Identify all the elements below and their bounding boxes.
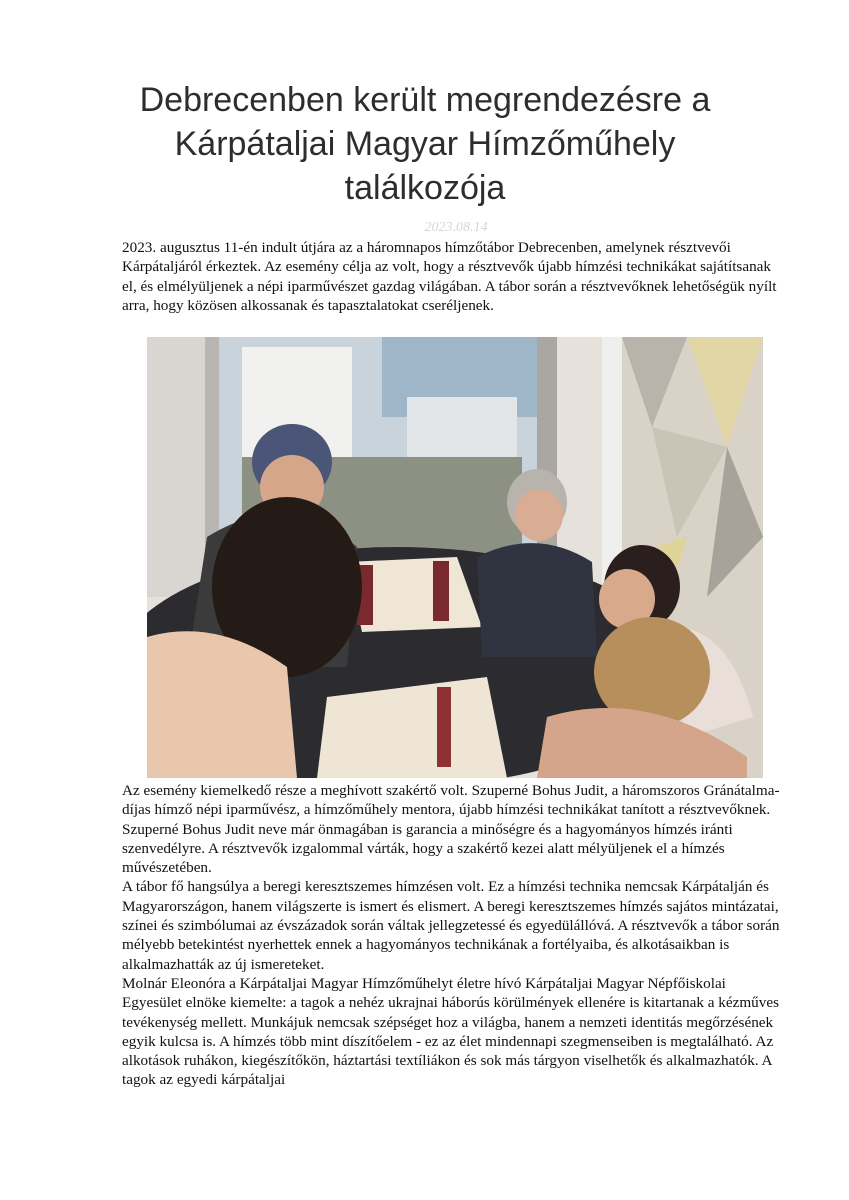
article-date: 2023.08.14: [424, 220, 488, 235]
article-photo: [147, 337, 763, 778]
intro-paragraph: 2023. augusztus 11-én indult útjára az a háromnapos hímzőtábor Debrecenben, amelynek résztvevői Kárpátaljáról érkeztek. Az esemény célja az volt, hogy a résztvevők újabb hímzési technikákat sajátítsanak el, és elmélyüljenek a népi iparművészet gazdag világában. A tábor során a résztvevőknek lehetőségük nyílt arra, hogy közösen alkossanak és tapasztalatokat cseréljenek.: [122, 239, 777, 314]
article-title: Debrecenben került megrendezésre a Kárpátaljai Magyar Hímzőműhely találkozója: [139, 81, 711, 207]
embroidery-workshop-illustration: [147, 337, 763, 778]
body-text: Az esemény kiemelkedő része a meghívott szakértő volt. Szuperné Bohus Judit, a háromszoros Gránátalma-díjas hímző népi iparművész, a hímzőműhely mentora, újabb hímzési technikákat tanított a résztvevőknek. Szuperné Bohus Judit neve már önmagában is garancia a minőségre és a hagyományos hímzés iránti szenvedélyre. A résztvevők izgalommal várták, hogy a szakértő kezei alatt mélyüljenek el a hímzés művészetében. A tábor fő hangsúlya a beregi keresztszemes hímzésen volt. Ez a hímzési technika nemcsak Kárpátalján és Magyarországon, hanem világszerte is ismert és elismert. A beregi keresztszemes hímzés sajátos mintázatai, színei és szimbólumai az évszázadok során váltak jellegzetessé és egyedülállóvá. A résztvevők a tábor során mélyebb betekintést nyerhettek ennek a hagyományos technikának a fortélyaiba, és alkotásaikban is alkalmazhatták az új ismereteket. Molnár Eleonóra a Kárpátaljai Magyar Hímzőműhelyt életre hívó Kárpátaljai Magyar Népfőiskolai Egyesület elnöke kiemelte: a tagok a nehéz ukrajnai háborús körülmények ellenére is kitartanak a kézműves tevékenység mellett. Munkájuk nemcsak szépséget hoz a világba, hanem a nemzeti identitás megőrzésének egyik kulcsa is. A hímzés több mint díszítőelem - ez az élet mindennapi szegmenseiben is megtalálható. Az alkotások ruhákon, kiegészítőkön, háztartási textíliákon és sok más tárgyon viselhetők és alkalmazhatók. A tagok az egyedi kárpátaljai: [122, 782, 780, 1089]
